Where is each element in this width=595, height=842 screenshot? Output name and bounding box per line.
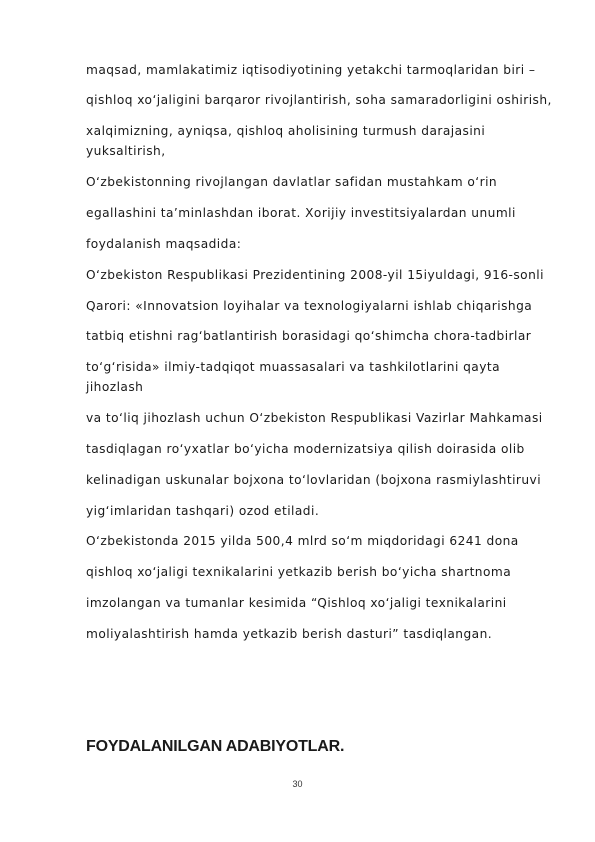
body-line-2: qishloq xo‘jaligini barqaror rivojlantirish, soha samaradorligini oshirish,	[86, 93, 552, 107]
body-line-15: kelinadigan uskunalar bojxona to‘lovlaridan (bojxona rasmiylashtiruvi	[86, 473, 542, 487]
body-line-3: xalqimizning, ayniqsa, qishloq aholisining turmush darajasini	[86, 124, 486, 138]
references-heading: FOYDALANILGAN ADABIYOTLAR.	[86, 738, 345, 755]
body-line-5: O‘zbekistonning rivojlangan davlatlar safidan mustahkam o‘rin	[86, 175, 498, 189]
body-line-20: moliyalashtirish hamda yetkazib berish dasturi” tasdiqlangan.	[86, 627, 493, 641]
page-number: 30	[292, 779, 303, 789]
body-line-8: O‘zbekiston Respublikasi Prezidentining 2008-yil 15iyuldagi, 916-sonli	[86, 268, 544, 282]
body-line-4: yuksaltirish,	[86, 144, 166, 158]
body-line-18: qishloq xo‘jaligi texnikalarini yetkazib berish bo‘yicha shartnoma	[86, 565, 512, 579]
body-line-6: egallashini ta’minlashdan iborat. Xorijiy investitsiyalardan unumli	[86, 206, 516, 220]
body-line-17: O‘zbekistonda 2015 yilda 500,4 mlrd so‘m miqdoridagi 6241 dona	[86, 534, 519, 548]
body-line-10: tatbiq etishni rag‘batlantirish borasidagi qo‘shimcha chora-tadbirlar	[86, 329, 532, 343]
body-line-14: tasdiqlagan ro‘yxatlar bo‘yicha modernizatsiya qilish doirasida olib	[86, 442, 525, 456]
body-line-7: foydalanish maqsadida:	[86, 237, 242, 251]
body-line-19: imzolangan va tumanlar kesimida “Qishloq xo‘jaligi texnikalarini	[86, 596, 507, 610]
body-line-11: to‘g‘risida» ilmiy-tadqiqot muassasalari va tashkilotlarini qayta	[86, 360, 501, 374]
body-line-16: yig‘imlaridan tashqari) ozod etiladi.	[86, 504, 320, 518]
body-line-13: va to‘liq jihozlash uchun O‘zbekiston Respublikasi Vazirlar Mahkamasi	[86, 411, 543, 425]
body-line-9: Qarori: «Innovatsion loyihalar va texnologiyalarni ishlab chiqarishga	[86, 299, 533, 313]
body-line-1: maqsad, mamlakatimiz iqtisodiyotining yetakchi tarmoqlaridan biri –	[86, 63, 536, 77]
body-line-12: jihozlash	[86, 380, 144, 394]
